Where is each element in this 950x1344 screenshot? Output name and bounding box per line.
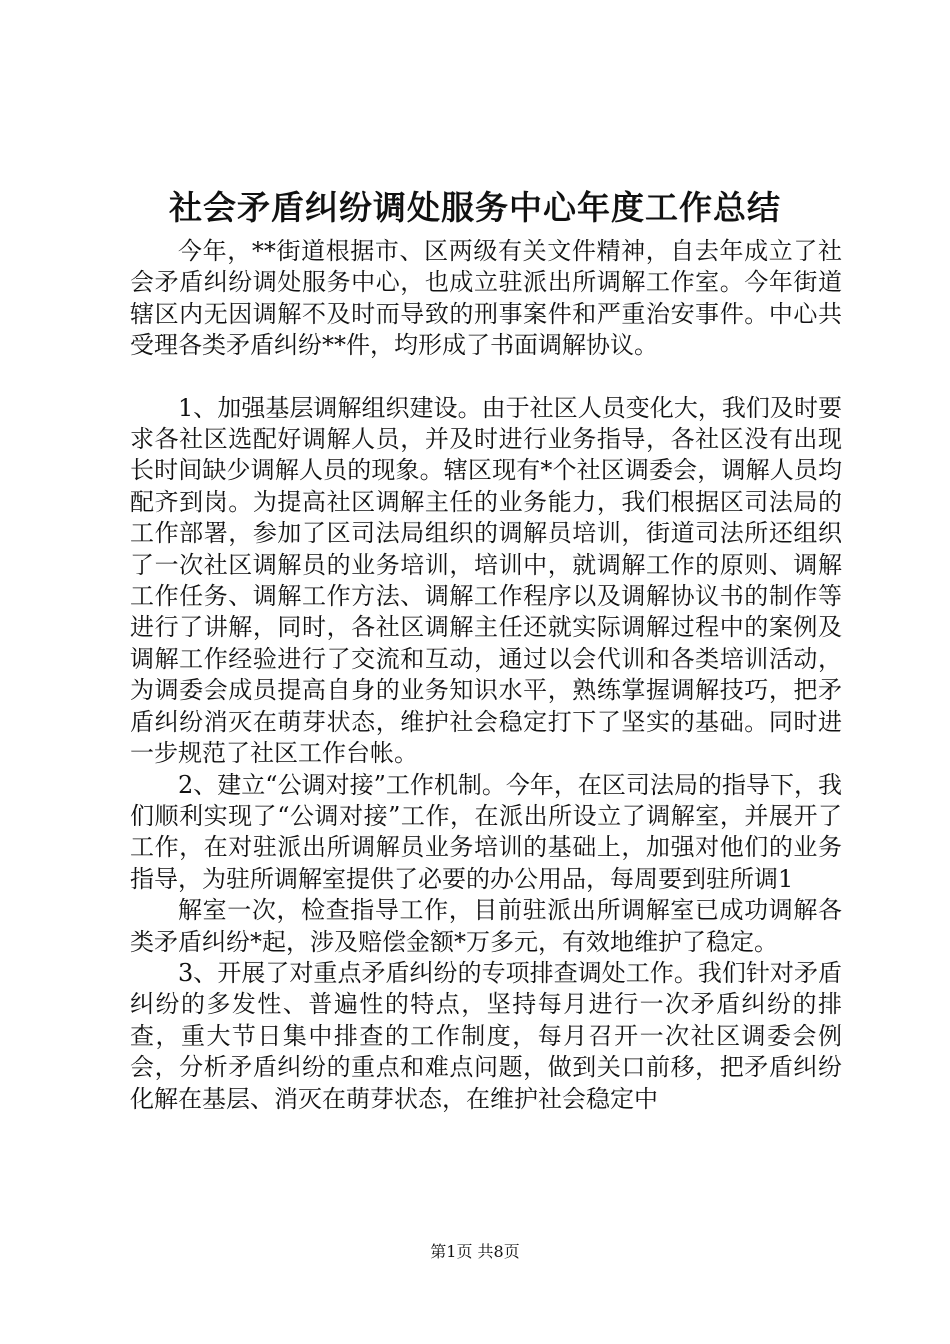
page-footer: 第1页 共8页 — [430, 1242, 520, 1261]
paragraph-section-1: 1、加强基层调解组织建设。由于社区人员变化大，我们及时要求各社区选配好调解人员，并及时进行业务指导，各社区没有出现长时间缺少调解人员的现象。辖区现有*个社区调委会，调解人员均配齐到岗。为提高社区调解主任的业务能力，我们根据区司法局的工作部署，参加了区司法局组织的调解员培训，街道司法所还组织了一次社区调解员的业务培训，培训中，就调解工作的原则、调解工作任务、调解工作方法、调解工作程序以及调解协议书的制作等进行了讲解，同时，各社区调解主任还就实际调解过程中的案例及调解工作经验进行了交流和互动，通过以会代训和各类培训活动，为调委会成员提高自身的业务知识水平，熟练掌握调解技巧，把矛盾纠纷消灭在萌芽状态，维护社会稳定打下了坚实的基础。同时进一步规范了社区工作台帐。 — [130, 393, 842, 768]
document-body — [130, 236, 842, 1115]
paragraph-section-2-continued: 解室一次，检查指导工作，目前驻派出所调解室已成功调解各类矛盾纠纷*起，涉及赔偿金额*万多元，有效地维护了稳定。 — [130, 896, 842, 956]
paragraph-section-3: 3、开展了对重点矛盾纠纷的专项排查调处工作。我们针对矛盾纠纷的多发性、普遍性的特点，坚持每月进行一次矛盾纠纷的排查，重大节日集中排查的工作制度，每月召开一次社区调委会例会，分析矛盾纠纷的重点和难点问题，做到关口前移，把矛盾纠纷化解在基层、消灭在萌芽状态，在维护社会稳定中 — [130, 958, 842, 1113]
paragraph-intro: 今年，**街道根据市、区两级有关文件精神，自去年成立了社会矛盾纠纷调处服务中心，也成立驻派出所调解工作室。今年街道辖区内无因调解不及时而导致的刑事案件和严重治安事件。中心共受理各类矛盾纠纷**件，均形成了书面调解协议。 — [130, 237, 842, 360]
paragraph-section-2: 2、建立“公调对接”工作机制。今年，在区司法局的指导下，我们顺利实现了“公调对接”工作，在派出所设立了调解室，并展开了工作，在对驻派出所调解员业务培训的基础上，加强对他们的业务指导，为驻所调解室提供了必要的办公用品，每周要到驻所调1 — [130, 770, 842, 893]
document-title: 社会矛盾纠纷调处服务中心年度工作总结 — [169, 188, 781, 227]
